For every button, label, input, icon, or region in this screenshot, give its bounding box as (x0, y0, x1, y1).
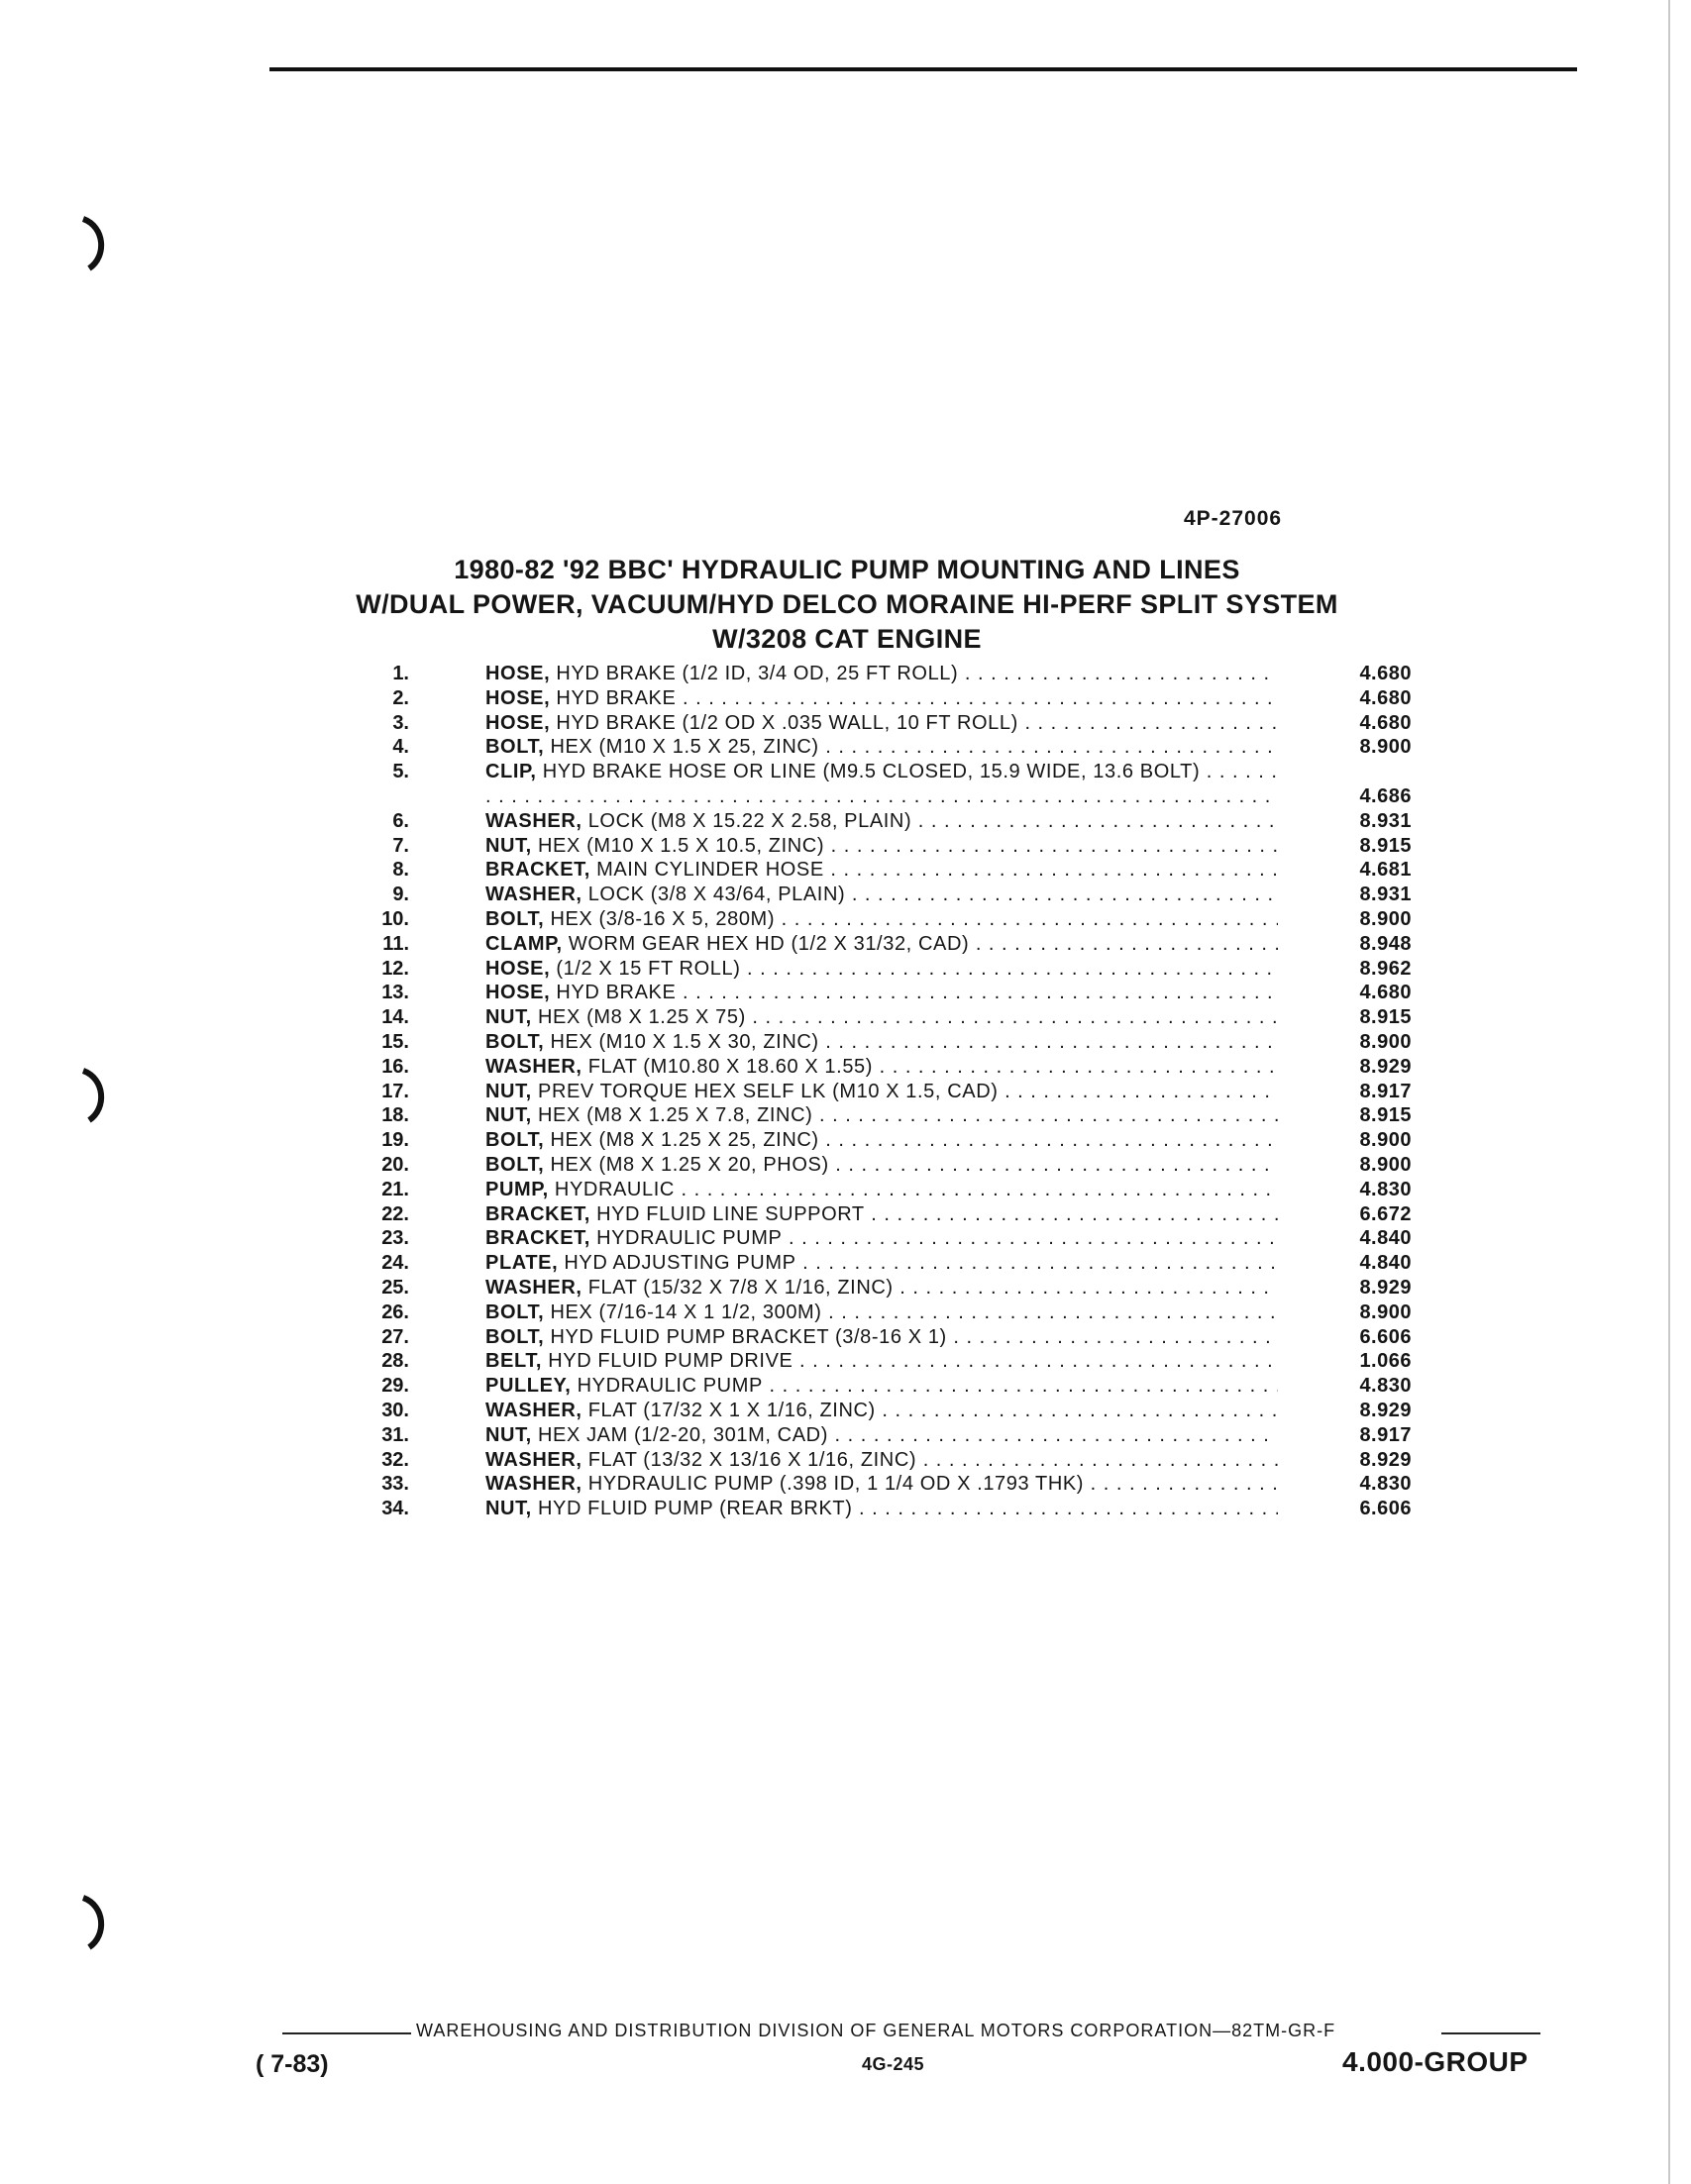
part-reference: 1.066 (1359, 1350, 1412, 1373)
leader-dots (853, 1498, 1279, 1519)
part-detail: FLAT (13/32 X 13/16 X 1/16, ZINC) (581, 1448, 917, 1471)
parts-row (362, 1178, 1471, 1202)
part-reference: 4.680 (1359, 663, 1412, 684)
part-number: 25. (381, 1276, 409, 1299)
leader-dots (763, 1375, 1278, 1397)
part-name: BOLT, (485, 1153, 545, 1176)
part-reference: 4.840 (1359, 1252, 1412, 1275)
part-name: BOLT, (485, 1030, 545, 1053)
part-description (485, 735, 1278, 760)
part-reference: 8.900 (1359, 1300, 1412, 1323)
part-detail: HEX (M10 X 1.5 X 30, ZINC) (544, 1030, 819, 1053)
part-number: 3. (392, 711, 409, 734)
part-name: WASHER, (485, 809, 582, 832)
parts-row (362, 957, 1471, 982)
leader-dots (676, 687, 1278, 709)
part-detail: MAIN CYLINDER HOSE (589, 859, 824, 882)
parts-row (362, 1128, 1471, 1153)
part-reference: 4.686 (1359, 784, 1412, 807)
part-name: HOSE, (485, 982, 551, 1004)
part-description (485, 1153, 1278, 1178)
part-name: WASHER, (485, 884, 582, 906)
parts-row (362, 858, 1471, 883)
leader-dots (947, 1326, 1278, 1348)
part-reference: 4.680 (1359, 982, 1412, 1004)
part-detail: HEX (M8 X 1.25 X 7.8, ZINC) (531, 1104, 813, 1127)
parts-row (362, 1448, 1471, 1473)
part-reference: 4.840 (1359, 1227, 1412, 1250)
part-reference: 8.929 (1359, 1399, 1412, 1421)
part-number: 23. (381, 1227, 409, 1250)
leader-dots (1084, 1473, 1278, 1495)
part-description (485, 981, 1278, 1005)
part-detail: HYDRAULIC (548, 1178, 675, 1200)
part-number: 7. (392, 834, 409, 857)
part-number: 8. (392, 859, 409, 882)
part-name: HOSE, (485, 663, 551, 684)
page-edge (1668, 0, 1670, 2184)
part-name: CLIP, (485, 761, 537, 783)
title-line: W/DUAL POWER, VACUUM/HYD DELCO MORAINE HI-PERF SPLIT SYSTEM (356, 589, 1338, 619)
title-line: W/3208 CAT ENGINE (712, 624, 982, 654)
leader-dots (675, 1179, 1278, 1200)
part-name: PUMP, (485, 1178, 549, 1200)
part-detail: HYDRAULIC PUMP (.398 ID, 1 1/4 OD X .1793 THK) (581, 1473, 1085, 1496)
part-reference: 8.915 (1359, 1006, 1412, 1029)
leader-dots (865, 1203, 1278, 1225)
part-reference: 8.931 (1359, 884, 1412, 906)
part-detail: HYD FLUID PUMP BRACKET (3/8-16 X 1) (544, 1325, 947, 1348)
parts-row (362, 981, 1471, 1005)
part-name: CLAMP, (485, 932, 563, 955)
part-number: 24. (381, 1252, 409, 1275)
parts-row (362, 907, 1471, 932)
top-rule (269, 67, 1577, 71)
parts-row (362, 883, 1471, 907)
part-detail: HYDRAULIC PUMP (589, 1227, 783, 1250)
leader-dots (829, 1154, 1278, 1176)
part-detail: HYD FLUID PUMP (REAR BRKT) (531, 1498, 853, 1520)
part-number: 29. (381, 1375, 409, 1398)
part-description (485, 957, 1278, 982)
part-description (485, 1399, 1278, 1423)
part-detail: HYD ADJUSTING PUMP (558, 1252, 796, 1275)
part-name: NUT, (485, 1080, 532, 1102)
part-number: 13. (381, 982, 409, 1004)
parts-row (362, 1399, 1471, 1423)
part-number: 20. (381, 1153, 409, 1176)
leader-dots (876, 1400, 1278, 1421)
part-description (485, 1055, 1278, 1080)
part-name: NUT, (485, 1423, 532, 1446)
part-reference: 8.929 (1359, 1055, 1412, 1078)
leader-dots (746, 1006, 1278, 1028)
part-reference: 6.672 (1359, 1202, 1412, 1225)
part-number: 10. (381, 907, 409, 930)
part-number: 34. (381, 1498, 409, 1520)
part-detail: (1/2 X 15 FT ROLL) (550, 957, 741, 980)
parts-row (362, 1005, 1471, 1030)
part-description (485, 1030, 1278, 1055)
part-reference: 6.606 (1359, 1498, 1412, 1520)
part-reference: 8.931 (1359, 809, 1412, 832)
leader-dots (894, 1277, 1278, 1299)
part-number: 15. (381, 1030, 409, 1053)
part-reference: 4.680 (1359, 686, 1412, 709)
part-reference: 8.900 (1359, 907, 1412, 930)
part-detail: WORM GEAR HEX HD (1/2 X 31/32, CAD) (562, 932, 970, 955)
part-number: 26. (381, 1300, 409, 1323)
leader-dots (819, 1031, 1278, 1053)
leader-dots (845, 884, 1278, 905)
part-description (485, 1374, 1278, 1399)
leader-dots (676, 982, 1278, 1003)
leader-dots (828, 1424, 1278, 1446)
part-reference: 4.680 (1359, 711, 1412, 734)
leader-dots (812, 1104, 1278, 1126)
parts-row (362, 1226, 1471, 1251)
parts-row (362, 1325, 1471, 1350)
part-reference: 8.929 (1359, 1276, 1412, 1299)
parts-row (362, 1103, 1471, 1128)
part-detail: HEX (M8 X 1.25 X 75) (531, 1006, 746, 1029)
part-name: BRACKET, (485, 1202, 590, 1225)
part-reference: 4.681 (1359, 859, 1412, 882)
leader-dots (793, 1350, 1278, 1372)
part-reference: 8.900 (1359, 1129, 1412, 1152)
part-detail: HYDRAULIC PUMP (571, 1375, 763, 1398)
part-detail: FLAT (17/32 X 1 X 1/16, ZINC) (581, 1399, 876, 1421)
part-number: 14. (381, 1006, 409, 1029)
part-reference: 8.948 (1359, 932, 1412, 955)
parts-row (362, 1251, 1471, 1276)
part-description (485, 1349, 1278, 1374)
part-number: 30. (381, 1399, 409, 1421)
part-name: NUT, (485, 834, 532, 857)
leader-dots (1018, 712, 1278, 734)
part-name: BOLT, (485, 1325, 545, 1348)
part-detail: HYD FLUID PUMP DRIVE (542, 1350, 793, 1373)
parts-row (362, 1497, 1471, 1521)
part-number: 4. (392, 736, 409, 759)
page-number: 4G-245 (862, 2054, 925, 2074)
part-detail: HYD BRAKE (550, 686, 677, 709)
part-number: 31. (381, 1423, 409, 1446)
part-description (485, 1300, 1278, 1325)
part-number: 19. (381, 1129, 409, 1152)
footer-rule-right (1441, 2032, 1540, 2034)
part-detail: HEX (7/16-14 X 1 1/2, 300M) (544, 1300, 822, 1323)
part-description (485, 1325, 1278, 1350)
part-detail: HEX JAM (1/2-20, 301M, CAD) (531, 1423, 828, 1446)
parts-row (362, 1423, 1471, 1448)
part-number: 5. (392, 761, 409, 783)
leader-dots (824, 859, 1278, 881)
leader-dots (822, 1301, 1278, 1323)
part-number: 12. (381, 957, 409, 980)
part-name: WASHER, (485, 1276, 582, 1299)
part-reference: 4.830 (1359, 1473, 1412, 1496)
part-name: BOLT, (485, 1129, 545, 1152)
binder-hole-bottom (44, 1892, 113, 1951)
part-reference: 8.900 (1359, 736, 1412, 759)
part-name: BRACKET, (485, 1227, 590, 1250)
part-name: WASHER, (485, 1399, 582, 1421)
parts-row (362, 1080, 1471, 1104)
part-reference: 8.917 (1359, 1080, 1412, 1102)
part-reference: 6.606 (1359, 1325, 1412, 1348)
part-reference: 8.900 (1359, 1030, 1412, 1053)
part-name: WASHER, (485, 1473, 582, 1496)
leader-dots (775, 908, 1278, 930)
part-detail: FLAT (M10.80 X 18.60 X 1.55) (581, 1055, 874, 1078)
part-description (485, 1202, 1278, 1227)
parts-row (362, 1374, 1471, 1399)
part-number: 6. (392, 809, 409, 832)
parts-row (362, 1202, 1471, 1227)
part-description (485, 932, 1278, 957)
part-reference: 8.900 (1359, 1153, 1412, 1176)
parts-list (362, 662, 1471, 1521)
leader-dots (819, 1129, 1278, 1151)
parts-row (362, 760, 1471, 809)
part-description (485, 1178, 1278, 1202)
part-name: HOSE, (485, 957, 551, 980)
parts-row (362, 1276, 1471, 1300)
page-title (277, 553, 1417, 657)
parts-row (362, 1055, 1471, 1080)
part-number: 28. (381, 1350, 409, 1373)
leader-dots (958, 663, 1278, 684)
part-detail: HEX (M10 X 1.5 X 25, ZINC) (544, 736, 819, 759)
part-description (485, 809, 1278, 834)
parts-row (362, 834, 1471, 859)
part-reference: 8.917 (1359, 1423, 1412, 1446)
part-detail: HEX (3/8-16 X 5, 280M) (544, 907, 776, 930)
part-description (485, 858, 1278, 883)
part-reference: 8.962 (1359, 957, 1412, 980)
part-name: NUT, (485, 1498, 532, 1520)
part-number: 11. (382, 932, 409, 955)
leader-dots (999, 1081, 1278, 1102)
part-number: 1. (392, 663, 409, 684)
part-description (485, 1080, 1278, 1104)
parts-row (362, 1472, 1471, 1497)
part-name: PULLEY, (485, 1375, 572, 1398)
part-detail: HYD FLUID LINE SUPPORT (589, 1202, 865, 1225)
part-name: BOLT, (485, 736, 545, 759)
part-name: NUT, (485, 1006, 532, 1029)
part-description (485, 1497, 1278, 1521)
part-description (485, 1251, 1278, 1276)
part-detail: LOCK (M8 X 15.22 X 2.58, PLAIN) (581, 809, 912, 832)
parts-row (362, 662, 1471, 686)
part-number: 9. (392, 884, 409, 906)
title-line: 1980-82 '92 BBC' HYDRAULIC PUMP MOUNTING AND LINES (454, 555, 1240, 584)
part-name: BELT, (485, 1350, 543, 1373)
part-description (485, 1472, 1278, 1497)
part-reference: 4.830 (1359, 1178, 1412, 1200)
part-name: PLATE, (485, 1252, 559, 1275)
part-description (485, 1128, 1278, 1153)
leader-dots (819, 736, 1278, 758)
part-description (485, 662, 1278, 686)
part-description (485, 1448, 1278, 1473)
part-detail: HEX (M10 X 1.5 X 10.5, ZINC) (531, 834, 825, 857)
part-reference: 8.929 (1359, 1448, 1412, 1471)
part-detail: FLAT (15/32 X 7/8 X 1/16, ZINC) (581, 1276, 894, 1299)
leader-dots (969, 933, 1278, 955)
part-reference: 8.915 (1359, 834, 1412, 857)
footer-group: 4.000-GROUP (1342, 2046, 1529, 2077)
part-detail: PREV TORQUE HEX SELF LK (M10 X 1.5, CAD) (531, 1080, 999, 1102)
part-detail: HYD BRAKE HOSE OR LINE (M9.5 CLOSED, 15.9 WIDE, 13.6 BOLT) (536, 761, 1201, 783)
part-number: 32. (381, 1448, 409, 1471)
part-description (485, 1226, 1278, 1251)
part-detail: HEX (M8 X 1.25 X 25, ZINC) (544, 1129, 819, 1152)
part-name: HOSE, (485, 711, 551, 734)
part-reference: 4.830 (1359, 1375, 1412, 1398)
part-description (485, 711, 1278, 736)
part-name: WASHER, (485, 1448, 582, 1471)
parts-row (362, 1300, 1471, 1325)
parts-row (362, 1030, 1471, 1055)
part-name: BOLT, (485, 1300, 545, 1323)
part-description (485, 1276, 1278, 1300)
binder-hole-top (44, 213, 113, 272)
part-description (485, 686, 1278, 711)
footer-date: ( 7-83) (256, 2050, 329, 2078)
part-description (485, 1005, 1278, 1030)
parts-row (362, 711, 1471, 736)
leader-dots (782, 1227, 1278, 1249)
part-detail: HEX (M8 X 1.25 X 20, PHOS) (544, 1153, 829, 1176)
footer-rule-left (282, 2032, 411, 2034)
part-description (485, 834, 1278, 859)
part-description (485, 907, 1278, 932)
parts-row (362, 686, 1471, 711)
part-detail: HYD BRAKE (550, 982, 677, 1004)
part-number: 18. (381, 1104, 409, 1127)
part-number: 22. (381, 1202, 409, 1225)
part-name: BRACKET, (485, 859, 590, 882)
part-detail: LOCK (3/8 X 43/64, PLAIN) (581, 884, 846, 906)
parts-row (362, 809, 1471, 834)
part-number: 2. (392, 686, 409, 709)
part-detail: HYD BRAKE (1/2 ID, 3/4 OD, 25 FT ROLL) (550, 663, 959, 684)
part-description (485, 1103, 1278, 1128)
part-name: BOLT, (485, 907, 545, 930)
part-description (485, 1423, 1278, 1448)
part-number: 21. (381, 1178, 409, 1200)
part-reference: 8.915 (1359, 1104, 1412, 1127)
part-name: HOSE, (485, 686, 551, 709)
part-name: WASHER, (485, 1055, 582, 1078)
part-detail: HYD BRAKE (1/2 OD X .035 WALL, 10 FT ROLL) (550, 711, 1018, 734)
parts-row (362, 1153, 1471, 1178)
part-description (485, 760, 1278, 809)
leader-dots (824, 835, 1278, 857)
part-number: 27. (381, 1325, 409, 1348)
binder-hole-middle (44, 1065, 113, 1124)
leader-dots (873, 1056, 1278, 1078)
part-description (485, 883, 1278, 907)
leader-dots (796, 1252, 1278, 1274)
part-number: 17. (381, 1080, 409, 1102)
leader-dots (911, 810, 1278, 832)
parts-row (362, 932, 1471, 957)
parts-row (362, 1349, 1471, 1374)
parts-row (362, 735, 1471, 760)
footer-publisher: WAREHOUSING AND DISTRIBUTION DIVISION OF GENERAL MOTORS CORPORATION—82TM-GR-F (416, 2021, 1336, 2040)
leader-dots (740, 958, 1278, 980)
leader-dots (916, 1449, 1278, 1471)
part-name: NUT, (485, 1104, 532, 1127)
document-id: 4P-27006 (1184, 507, 1283, 530)
part-number: 33. (381, 1473, 409, 1496)
part-number: 16. (381, 1055, 409, 1078)
